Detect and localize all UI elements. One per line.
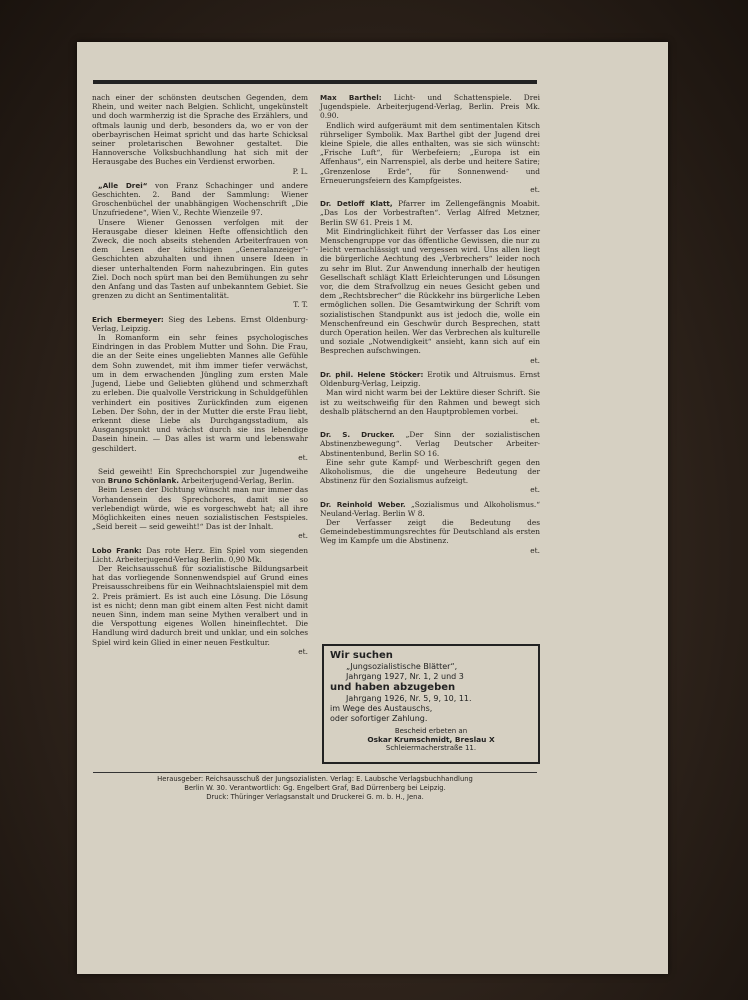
review-source: Licht- und Schattenspiele. Drei Jugendspiele. Arbeiterjugend-Verlag, Berlin. Preis Mk. 0.90. — [320, 93, 540, 121]
imprint-line: Druck: Thüringer Verlagsanstalt und Druckerei G. m. b. H., Jena. — [206, 793, 424, 801]
top-rule — [93, 80, 537, 84]
review-alle-drei — [92, 181, 308, 310]
left-column — [92, 93, 308, 661]
review-text: Unsere Wiener Genossen verfolgen mit der Herausgabe dieser kleinen Hefte offensichtlich den Zweck, die noch abseits stehenden Arbeiterfrauen von dem Lesen der kitschigen „Generalanzeiger“-Geschichten abzuhalten und ihnen unsere Ideen in dieser unterhaltenden Form nahezubringen. Ein gutes Ziel. Doch noch spürt man bei den Bemühungen zu sehr den Anfang und das Tasten auf unbekanntem Gebiet. Sie grenzen zu dicht an Sentimentalität. — [92, 217, 308, 301]
review-text: Mit Eindringlichkeit führt der Verfasser das Los einer Menschengruppe vor das öffentliche Gewissen, die nur zu leicht vernachlässigt und vergessen wird. Uns allen liegt die bürgerliche Aechtung des „Verbrechers“ leider noch zu sehr im Blut. Zur Anwendung innerhalb der heutigen Gesellschaft schlägt Klatt Erleichterungen und Lösungen vor, die dem Strafvollzug ein neues Gesicht geben und dem „Rechtsbrecher“ die Rückkehr ins bürgerliche Leben ermöglichen sollen. Die Gesamtwirkung der Schrift vom sozialistischen Standpunkt aus ist jedoch die, wolle ein Menschenfreund ein Geschwür durch Besprechen, statt durch Operation heilen. Wer das Verbrechen als kulturelle und soziale „Notwendigkeit“ ansieht, kann sich auf ein Besprechen aufschwingen. — [320, 226, 540, 356]
review-signature: et. — [298, 646, 308, 656]
ad-contact-name: Oskar Krumschmidt, Breslau X — [367, 735, 495, 744]
ad-line: Jahrgang 1926, Nr. 5, 9, 10, 11. — [346, 694, 472, 703]
review-text: In Romanform ein sehr feines psychologisches Eindringen in das Problem Mutter und Sohn. Die Frau, die an der Seite eines ungeliebten Mannes alle Gefühle dem Sohn zuwendet, mit ihm immer tiefer verwächst, um in dem erwachenden Jüngling zum ersten Male Jugend, Liebe und Geliebten glühend und schmerzhaft zu erleben. Die qualvolle Verstrickung in Schuldgefühlen verhindert ein positives Zurückfinden zum eigenen Leben. Der Sohn, der in der Mutter die erste Frau liebt, erkennt diese Liebe als Durchgangsstadium, als Ausgangspunkt und wächst durch sie ins lebendige Dasein hinein. — Das alles ist warm und lebenswahr geschildert. — [92, 333, 308, 453]
review-klatt — [320, 199, 540, 365]
review-signature: et. — [530, 355, 540, 365]
imprint-line: Herausgeber: Reichsausschuß der Jungsozialisten. Verlag: E. Laubsche Verlagsbuchhandlung — [157, 775, 473, 783]
right-column — [320, 93, 540, 560]
review-text: Eine sehr gute Kampf- und Werbeschrift gegen den Alkoholismus, die die ungeheure Bedeutung der Abstinenz für den Sozialismus aufzeigt. — [320, 457, 540, 486]
review-barthel — [320, 93, 540, 194]
review-heading: Dr. Reinhold Weber. — [320, 499, 406, 509]
review-text: Der Reichsausschuß für sozialistische Bildungsarbeit hat das vorliegende Sonnenwendspiel auf Grund eines Preisausschreibens für ein Weihnachtslaienspiel mit dem 2. Preis prämiert. Es ist auch eine Lösung. Die Lösung ist es nicht; denn man gibt einem alten Fest nicht damit neuen Sinn, indem man seine Mythen veralbert und in die Verspottung eigenes Wollen hineinflechtet. Die Handlung wird dadurch breit und unklar, und ein solches Spiel wird kein Glied in einer neuen Festkultur. — [92, 563, 308, 647]
review-signature: P. L. — [292, 166, 308, 176]
review-signature: et. — [530, 485, 540, 495]
review-source: von Franz Schachinger und andere Geschichten. 2. Band der Sammlung: Wiener Groschenbüchel der unabhängigen Wochenschrift „Die Unzufriedene“, Wien V., Rechte Wienzeile 97. — [92, 180, 308, 218]
ad-headline: Wir suchen — [330, 650, 393, 661]
ad-line: Jahrgang 1927, Nr. 1, 2 und 3 — [346, 672, 464, 681]
wanted-advertisement-box — [322, 644, 540, 764]
review-ebermeyer — [92, 315, 308, 462]
imprint-line: Berlin W. 30. Verantwortlich: Gg. Engelbert Graf, Bad Dürrenberg bei Leipzig. — [184, 784, 446, 792]
review-source: Erotik und Altruismus. Ernst Oldenburg-Verlag, Leipzig. — [320, 369, 540, 389]
review-source: „Sozialismus und Alkoholismus.“ Neuland-Verlag. Berlin W 8. — [320, 499, 540, 518]
review-text: Man wird nicht warm bei der Lektüre dieser Schrift. Sie ist zu weitschweifig für den Rahmen und bewegt sich deshalb plätschernd an den Hauptproblemen vorbei. — [320, 388, 540, 416]
review-signature: et. — [530, 185, 540, 195]
review-heading: Lobo Frank: — [92, 545, 142, 555]
review-source: Pfarrer im Zellengefängnis Moabit. „Das Los der Vorbestraften“. Verlag Alfred Metzner, Berlin SW 61. Preis 1 M. — [320, 199, 540, 227]
review-text: Endlich wird aufgeräumt mit dem sentimentalen Kitsch rührseliger Symbolik. Max Barthel gibt der Jugend drei kleine Spiele, die alles enthalten, was sie sich wünscht: „Frische Luft“, für Werbefeiern; „Europa ist ein Affenhaus“, ein Narrenspiel, als derbe und heitere Satire; „Grenzenlose Erde“, für Sonnenwend- und Erneuerungsfeiern des Kampfgeistes. — [320, 120, 540, 185]
review-signature: et. — [530, 415, 540, 425]
review-heading: Max Barthel: — [320, 93, 382, 102]
imprint-rule — [93, 772, 537, 773]
review-source: Sieg des Lebens. Ernst Oldenburg-Verlag, Leipzig. — [92, 314, 308, 333]
review-heading: Bruno Schönlank. — [107, 476, 179, 486]
review-schoenlank — [92, 467, 308, 541]
review-source: Seid geweiht! Ein Sprechchorspiel zur Jugendweihe von — [92, 466, 308, 486]
ad-line: oder sofortiger Zahlung. — [330, 714, 428, 723]
imprint — [93, 775, 537, 802]
review-signature: et. — [298, 452, 308, 462]
review-source: „Der Sinn der sozialistischen Abstinenzbewegung“. Verlag Deutscher Arbeiter-Abstinentenbund, Berlin SO 16. — [320, 430, 540, 458]
review-heading: Dr. S. Drucker. — [320, 430, 395, 440]
ad-contact-address: Schleiermacherstraße 11. — [385, 744, 477, 752]
review-stoecker — [320, 370, 540, 425]
review-heading: Dr. Detloff Klatt, — [320, 199, 393, 209]
review-signature: et. — [298, 531, 308, 541]
ad-contact-label: Bescheid erbeten an — [394, 727, 468, 735]
review-signature: T. T. — [293, 300, 308, 310]
review-text: nach einer der schönsten deutschen Gegenden, dem Rhein, und weiter nach Belgien. Schlicht, ungekünstelt und doch warmherzig ist die Sprache des Erzählers, und oftmals launig und derb, besonders da, wo er von der oberbayrischen Heimat spricht und das harte Schicksal seiner proletarischen Bewohner gestaltet. Die Hannoversche Volksbuchhandlung hat sich mit der Herausgabe des Buches ein Verdienst erworben. — [92, 93, 308, 167]
review-lobo-frank — [92, 546, 308, 656]
review-intro — [92, 93, 308, 176]
review-heading: Erich Ebermeyer: — [92, 314, 164, 324]
ad-line: „Jungsozialistische Blätter“, — [346, 662, 458, 671]
ad-subheadline: und haben abzugeben — [330, 682, 456, 693]
review-heading: Dr. phil. Helene Stöcker: — [320, 369, 424, 379]
review-text: Der Verfasser zeigt die Bedeutung des Gemeindebestimmungsrechtes für Deutschland als ersten Weg im Kampfe um die Abstinenz. — [320, 517, 540, 546]
review-source: Das rote Herz. Ein Spiel vom siegenden Licht. Arbeiterjugend-Verlag Berlin. 0,90 Mk. — [92, 545, 309, 564]
review-signature: et. — [530, 545, 540, 555]
review-drucker — [320, 430, 540, 494]
review-text: Beim Lesen der Dichtung wünscht man nur immer das Vorhandensein des Sprechchores, damit sie so verlebendigt würde, wie es vorgeschwebt hat; all ihre Möglichkeiten eines neuen sozialistischen Festspieles. „Seid bereit — seid geweiht!“ Das ist der Inhalt. — [92, 485, 308, 532]
review-heading: „Alle Drei“ — [98, 180, 148, 190]
review-source-publisher: Arbeiterjugend-Verlag, Berlin. — [178, 476, 295, 486]
ad-line: im Wege des Austauschs, — [330, 704, 433, 713]
review-weber — [320, 500, 540, 555]
